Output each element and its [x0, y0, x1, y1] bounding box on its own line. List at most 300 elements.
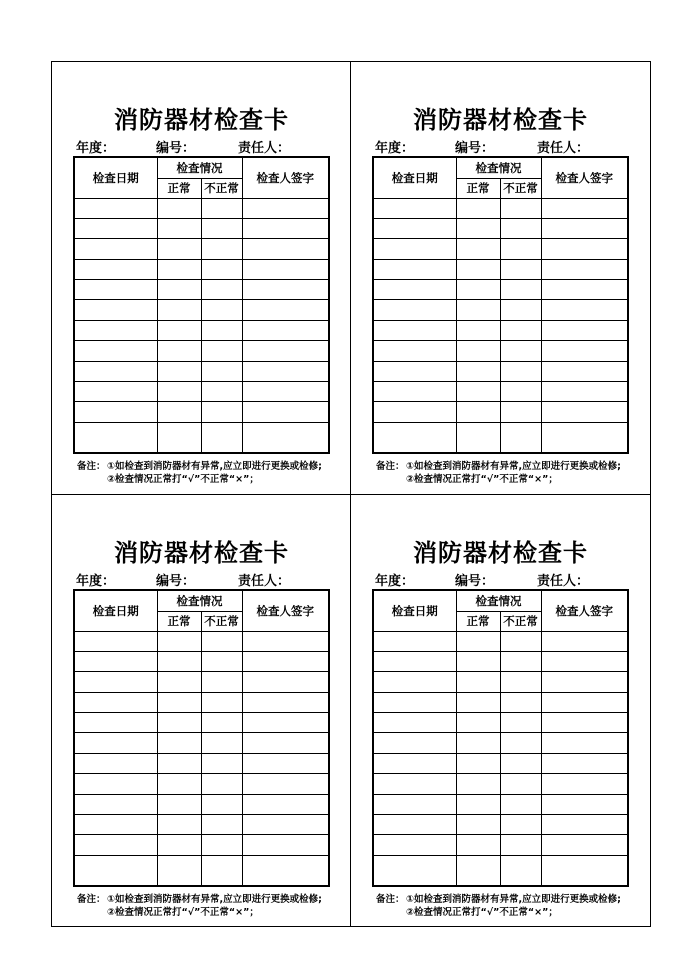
table-cell[interactable]	[541, 341, 628, 361]
table-cell[interactable]	[500, 815, 541, 835]
table-cell[interactable]	[74, 422, 157, 453]
table-cell[interactable]	[500, 259, 541, 279]
table-row	[373, 733, 628, 753]
table-cell[interactable]	[500, 422, 541, 453]
table-cell[interactable]	[242, 631, 329, 651]
table-cell[interactable]	[201, 692, 242, 712]
table-cell[interactable]	[373, 280, 456, 300]
table-cell[interactable]	[157, 855, 201, 886]
table-cell[interactable]	[242, 382, 329, 402]
table-cell[interactable]	[242, 672, 329, 692]
table-cell[interactable]	[541, 855, 628, 886]
table-cell[interactable]	[201, 651, 242, 671]
table-row	[373, 794, 628, 814]
table-row	[373, 382, 628, 402]
table-cell[interactable]	[373, 239, 456, 259]
table-cell[interactable]	[373, 815, 456, 835]
table-cell[interactable]	[500, 218, 541, 238]
table-cell[interactable]	[456, 382, 500, 402]
table-cell[interactable]	[373, 774, 456, 794]
number-label: 编号：	[156, 574, 196, 589]
table-cell[interactable]	[157, 361, 201, 381]
table-cell[interactable]	[541, 422, 628, 453]
table-cell[interactable]	[500, 753, 541, 773]
table-cell[interactable]	[74, 794, 157, 814]
table-cell[interactable]	[74, 300, 157, 320]
table-cell[interactable]	[456, 341, 500, 361]
note-1: ①如检查到消防器材有异常,应立即进行更换或检修;	[107, 461, 322, 472]
header-signature: 检查人签字	[242, 157, 329, 198]
table-cell[interactable]	[541, 794, 628, 814]
table-row	[373, 753, 628, 773]
inspection-card-top-right	[351, 62, 650, 494]
table-cell[interactable]	[456, 815, 500, 835]
table-row	[74, 672, 329, 692]
header-normal: 正常	[157, 611, 201, 631]
table-cell[interactable]	[157, 753, 201, 773]
table-cell[interactable]	[456, 692, 500, 712]
table-cell[interactable]	[157, 259, 201, 279]
header-normal: 正常	[456, 178, 500, 198]
notes-label: 备注：	[376, 894, 405, 905]
card-title: 消防器材检查卡	[114, 539, 289, 567]
table-cell[interactable]	[456, 794, 500, 814]
table-cell[interactable]	[74, 382, 157, 402]
table-cell[interactable]	[201, 815, 242, 835]
table-cell[interactable]	[157, 320, 201, 340]
table-row	[373, 835, 628, 855]
table-row	[74, 422, 329, 453]
year-label: 年度：	[375, 141, 415, 156]
table-cell[interactable]	[242, 774, 329, 794]
table-cell[interactable]	[456, 651, 500, 671]
table-cell[interactable]	[157, 422, 201, 453]
table-row	[373, 320, 628, 340]
table-cell[interactable]	[74, 835, 157, 855]
table-cell[interactable]	[201, 320, 242, 340]
table-cell[interactable]	[201, 300, 242, 320]
inspection-table	[73, 156, 330, 454]
table-row	[74, 320, 329, 340]
table-row	[74, 855, 329, 886]
table-row	[74, 341, 329, 361]
table-cell[interactable]	[373, 218, 456, 238]
table-row	[74, 382, 329, 402]
table-cell[interactable]	[242, 320, 329, 340]
table-body	[74, 631, 329, 886]
table-cell[interactable]	[500, 855, 541, 886]
year-label: 年度：	[76, 574, 116, 589]
table-cell[interactable]	[242, 402, 329, 422]
table-cell[interactable]	[242, 198, 329, 218]
table-cell[interactable]	[500, 692, 541, 712]
header-status: 检查情况	[157, 590, 242, 611]
table-cell[interactable]	[541, 753, 628, 773]
table-cell[interactable]	[373, 198, 456, 218]
table-cell[interactable]	[541, 631, 628, 651]
header-date: 检查日期	[74, 590, 157, 631]
table-cell[interactable]	[541, 300, 628, 320]
table-row	[74, 815, 329, 835]
table-cell[interactable]	[456, 300, 500, 320]
table-cell[interactable]	[541, 259, 628, 279]
table-cell[interactable]	[74, 320, 157, 340]
table-cell[interactable]	[541, 320, 628, 340]
table-cell[interactable]	[541, 382, 628, 402]
table-cell[interactable]	[373, 402, 456, 422]
table-cell[interactable]	[500, 382, 541, 402]
header-date: 检查日期	[373, 157, 456, 198]
table-cell[interactable]	[201, 753, 242, 773]
table-cell[interactable]	[456, 631, 500, 651]
table-cell[interactable]	[157, 280, 201, 300]
table-cell[interactable]	[541, 239, 628, 259]
table-cell[interactable]	[456, 422, 500, 453]
table-cell[interactable]	[500, 341, 541, 361]
table-cell[interactable]	[500, 280, 541, 300]
table-cell[interactable]	[201, 239, 242, 259]
inspection-table	[73, 589, 330, 887]
owner-label: 责任人：	[238, 574, 291, 589]
owner-label: 责任人：	[537, 141, 590, 156]
table-cell[interactable]	[201, 733, 242, 753]
notes	[77, 460, 322, 486]
table-cell[interactable]	[201, 422, 242, 453]
table-cell[interactable]	[373, 733, 456, 753]
table-cell[interactable]	[74, 692, 157, 712]
table-cell[interactable]	[74, 733, 157, 753]
table-cell[interactable]	[500, 713, 541, 733]
table-cell[interactable]	[157, 239, 201, 259]
table-cell[interactable]	[242, 733, 329, 753]
table-row	[74, 280, 329, 300]
table-cell[interactable]	[157, 402, 201, 422]
table-row	[74, 733, 329, 753]
number-label: 编号：	[156, 141, 196, 156]
header-status: 检查情况	[456, 590, 541, 611]
table-cell[interactable]	[373, 300, 456, 320]
table-cell[interactable]	[74, 239, 157, 259]
table-cell[interactable]	[242, 361, 329, 381]
table-cell[interactable]	[201, 382, 242, 402]
table-cell[interactable]	[74, 855, 157, 886]
table-cell[interactable]	[157, 651, 201, 671]
table-cell[interactable]	[74, 753, 157, 773]
table-cell[interactable]	[500, 402, 541, 422]
table-cell[interactable]	[242, 692, 329, 712]
table-cell[interactable]	[201, 198, 242, 218]
table-row	[373, 402, 628, 422]
note-1: ①如检查到消防器材有异常,应立即进行更换或检修;	[406, 461, 621, 472]
table-cell[interactable]	[373, 672, 456, 692]
table-cell[interactable]	[74, 713, 157, 733]
table-cell[interactable]	[201, 774, 242, 794]
table-cell[interactable]	[242, 218, 329, 238]
table-cell[interactable]	[456, 218, 500, 238]
table-cell[interactable]	[373, 361, 456, 381]
card-title: 消防器材检查卡	[413, 539, 588, 567]
table-cell[interactable]	[500, 651, 541, 671]
notes-label: 备注：	[77, 461, 106, 472]
table-row	[74, 651, 329, 671]
table-row	[74, 259, 329, 279]
header-date: 检查日期	[74, 157, 157, 198]
table-cell[interactable]	[157, 692, 201, 712]
table-row	[74, 794, 329, 814]
table-cell[interactable]	[201, 402, 242, 422]
number-label: 编号：	[455, 574, 495, 589]
table-row	[373, 774, 628, 794]
table-cell[interactable]	[373, 692, 456, 712]
table-cell[interactable]	[74, 631, 157, 651]
table-cell[interactable]	[456, 280, 500, 300]
table-row	[74, 835, 329, 855]
table-row	[74, 713, 329, 733]
table-row	[373, 815, 628, 835]
table-row	[74, 631, 329, 651]
table-cell[interactable]	[74, 402, 157, 422]
table-cell[interactable]	[500, 361, 541, 381]
note-1: ①如检查到消防器材有异常,应立即进行更换或检修;	[107, 894, 322, 905]
table-cell[interactable]	[541, 774, 628, 794]
table-cell[interactable]	[373, 651, 456, 671]
header-abnormal: 不正常	[500, 178, 541, 198]
table-cell[interactable]	[157, 341, 201, 361]
print-sheet	[51, 61, 651, 927]
table-cell[interactable]	[242, 341, 329, 361]
table-cell[interactable]	[456, 733, 500, 753]
header-status: 检查情况	[157, 157, 242, 178]
table-row	[373, 855, 628, 886]
table-cell[interactable]	[157, 835, 201, 855]
table-cell[interactable]	[456, 259, 500, 279]
note-2: ②检查情况正常打“√”不正常“×”；	[406, 474, 558, 485]
header-date: 检查日期	[373, 590, 456, 631]
table-cell[interactable]	[456, 198, 500, 218]
table-cell[interactable]	[541, 218, 628, 238]
table-cell[interactable]	[157, 774, 201, 794]
note-2: ②检查情况正常打“√”不正常“×”；	[107, 907, 259, 918]
header-abnormal: 不正常	[500, 611, 541, 631]
table-row	[373, 280, 628, 300]
table-cell[interactable]	[541, 672, 628, 692]
table-cell[interactable]	[456, 835, 500, 855]
table-cell[interactable]	[201, 218, 242, 238]
table-cell[interactable]	[500, 198, 541, 218]
table-cell[interactable]	[157, 794, 201, 814]
table-cell[interactable]	[74, 361, 157, 381]
table-cell[interactable]	[373, 835, 456, 855]
table-cell[interactable]	[541, 651, 628, 671]
table-cell[interactable]	[373, 320, 456, 340]
table-cell[interactable]	[74, 651, 157, 671]
table-cell[interactable]	[456, 713, 500, 733]
table-cell[interactable]	[74, 259, 157, 279]
inspection-card-bottom-left	[52, 495, 351, 927]
table-cell[interactable]	[373, 753, 456, 773]
table-cell[interactable]	[500, 672, 541, 692]
table-cell[interactable]	[201, 794, 242, 814]
table-cell[interactable]	[242, 835, 329, 855]
table-cell[interactable]	[242, 239, 329, 259]
header-signature: 检查人签字	[242, 590, 329, 631]
table-cell[interactable]	[201, 713, 242, 733]
table-row	[74, 239, 329, 259]
table-cell[interactable]	[201, 631, 242, 651]
card-title: 消防器材检查卡	[413, 106, 588, 134]
table-cell[interactable]	[500, 320, 541, 340]
table-cell[interactable]	[201, 259, 242, 279]
table-cell[interactable]	[373, 422, 456, 453]
table-row	[373, 651, 628, 671]
table-cell[interactable]	[157, 733, 201, 753]
table-cell[interactable]	[456, 239, 500, 259]
table-cell[interactable]	[541, 815, 628, 835]
table-cell[interactable]	[500, 774, 541, 794]
table-cell[interactable]	[500, 733, 541, 753]
table-row	[373, 692, 628, 712]
header-abnormal: 不正常	[201, 178, 242, 198]
header-normal: 正常	[456, 611, 500, 631]
year-label: 年度：	[375, 574, 415, 589]
table-cell[interactable]	[541, 361, 628, 381]
table-cell[interactable]	[373, 341, 456, 361]
table-cell[interactable]	[500, 239, 541, 259]
table-cell[interactable]	[242, 815, 329, 835]
table-cell[interactable]	[201, 855, 242, 886]
table-row	[373, 259, 628, 279]
notes-label: 备注：	[376, 461, 405, 472]
table-cell[interactable]	[541, 835, 628, 855]
inspection-table	[372, 589, 629, 887]
table-cell[interactable]	[242, 794, 329, 814]
table-cell[interactable]	[201, 835, 242, 855]
year-label: 年度：	[76, 141, 116, 156]
table-cell[interactable]	[74, 774, 157, 794]
table-row	[74, 361, 329, 381]
table-cell[interactable]	[500, 300, 541, 320]
table-cell[interactable]	[541, 198, 628, 218]
header-signature: 检查人签字	[541, 590, 628, 631]
table-row	[373, 713, 628, 733]
table-cell[interactable]	[541, 733, 628, 753]
table-row	[74, 774, 329, 794]
table-cell[interactable]	[242, 259, 329, 279]
header-status: 检查情况	[456, 157, 541, 178]
table-row	[373, 198, 628, 218]
table-body	[373, 198, 628, 453]
note-1: ①如检查到消防器材有异常,应立即进行更换或检修;	[406, 894, 621, 905]
table-body	[373, 631, 628, 886]
number-label: 编号：	[455, 141, 495, 156]
table-cell[interactable]	[157, 218, 201, 238]
table-cell[interactable]	[74, 672, 157, 692]
table-cell[interactable]	[74, 815, 157, 835]
table-cell[interactable]	[74, 341, 157, 361]
table-row	[74, 402, 329, 422]
table-cell[interactable]	[541, 402, 628, 422]
table-row	[74, 692, 329, 712]
table-cell[interactable]	[242, 280, 329, 300]
table-cell[interactable]	[373, 631, 456, 651]
inspection-card-bottom-right	[351, 495, 650, 927]
table-cell[interactable]	[157, 382, 201, 402]
table-cell[interactable]	[456, 672, 500, 692]
table-row	[74, 300, 329, 320]
table-cell[interactable]	[74, 218, 157, 238]
note-2: ②检查情况正常打“√”不正常“×”；	[406, 907, 558, 918]
table-cell[interactable]	[242, 651, 329, 671]
table-cell[interactable]	[74, 198, 157, 218]
table-cell[interactable]	[500, 631, 541, 651]
table-cell[interactable]	[242, 855, 329, 886]
table-cell[interactable]	[456, 774, 500, 794]
table-row	[373, 300, 628, 320]
notes	[376, 460, 621, 486]
owner-label: 责任人：	[537, 574, 590, 589]
table-cell[interactable]	[456, 753, 500, 773]
table-cell[interactable]	[541, 692, 628, 712]
note-2: ②检查情况正常打“√”不正常“×”；	[107, 474, 259, 485]
table-cell[interactable]	[201, 280, 242, 300]
table-cell[interactable]	[242, 422, 329, 453]
table-row	[373, 239, 628, 259]
table-cell[interactable]	[373, 855, 456, 886]
table-cell[interactable]	[373, 382, 456, 402]
inspection-card-top-left	[52, 62, 351, 494]
table-cell[interactable]	[541, 713, 628, 733]
table-cell[interactable]	[201, 341, 242, 361]
table-body	[74, 198, 329, 453]
table-cell[interactable]	[242, 713, 329, 733]
table-cell[interactable]	[456, 402, 500, 422]
table-cell[interactable]	[242, 300, 329, 320]
table-cell[interactable]	[201, 361, 242, 381]
table-row	[373, 218, 628, 238]
table-row	[74, 753, 329, 773]
table-cell[interactable]	[500, 835, 541, 855]
inspection-table	[372, 156, 629, 454]
table-cell[interactable]	[456, 855, 500, 886]
table-cell[interactable]	[157, 672, 201, 692]
table-cell[interactable]	[456, 361, 500, 381]
table-cell[interactable]	[456, 320, 500, 340]
table-cell[interactable]	[74, 280, 157, 300]
notes	[77, 893, 322, 919]
table-cell[interactable]	[201, 672, 242, 692]
header-signature: 检查人签字	[541, 157, 628, 198]
card-title: 消防器材检查卡	[114, 106, 289, 134]
table-cell[interactable]	[373, 794, 456, 814]
notes-label: 备注：	[77, 894, 106, 905]
table-cell[interactable]	[541, 280, 628, 300]
table-row	[74, 198, 329, 218]
table-cell[interactable]	[242, 753, 329, 773]
table-cell[interactable]	[157, 300, 201, 320]
table-cell[interactable]	[157, 631, 201, 651]
table-row	[74, 218, 329, 238]
owner-label: 责任人：	[238, 141, 291, 156]
table-cell[interactable]	[373, 713, 456, 733]
table-row	[373, 631, 628, 651]
table-cell[interactable]	[500, 794, 541, 814]
header-normal: 正常	[157, 178, 201, 198]
table-cell[interactable]	[373, 259, 456, 279]
table-cell[interactable]	[157, 713, 201, 733]
notes	[376, 893, 621, 919]
table-cell[interactable]	[157, 198, 201, 218]
table-cell[interactable]	[157, 815, 201, 835]
